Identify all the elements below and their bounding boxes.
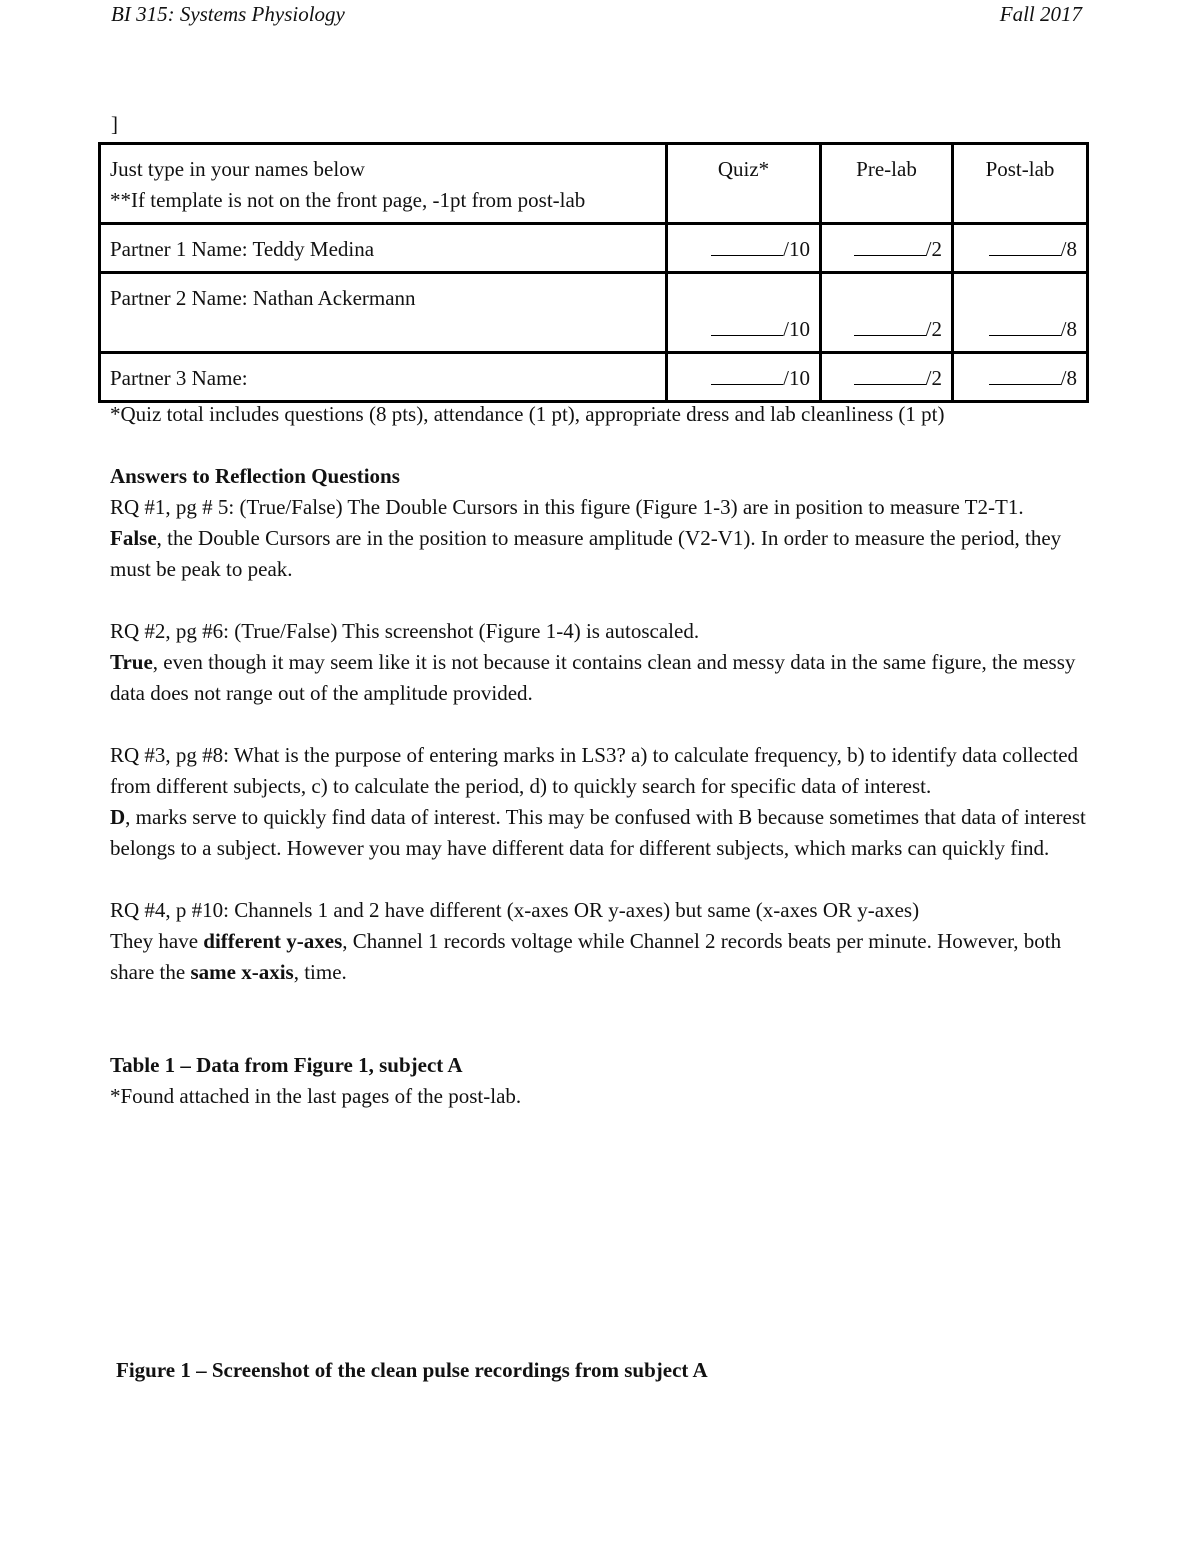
prelab-header: Pre-lab bbox=[821, 144, 953, 224]
prelab-score-cell[interactable] bbox=[821, 353, 953, 402]
rq1-question: RQ #1, pg # 5: (True/False) The Double Cursors in this figure (Figure 1-3) are in position to measure T2-T1. bbox=[110, 495, 1024, 519]
quiz-max: /10 bbox=[783, 366, 810, 390]
course-title: BI 315: Systems Physiology bbox=[111, 2, 345, 26]
figure1-caption: Figure 1 – Screenshot of the clean pulse recordings from subject A bbox=[116, 1358, 708, 1382]
quiz-score-cell[interactable] bbox=[667, 353, 821, 402]
stray-bracket: ] bbox=[111, 112, 118, 136]
quiz-score-cell[interactable] bbox=[667, 224, 821, 273]
term-label: Fall 2017 bbox=[999, 2, 1082, 26]
postlab-score-cell[interactable] bbox=[953, 273, 1088, 353]
document-body bbox=[110, 399, 1095, 1112]
prelab-score-cell[interactable] bbox=[821, 224, 953, 273]
score-blank bbox=[989, 235, 1061, 256]
postlab-header: Post-lab bbox=[953, 144, 1088, 224]
rq4-question: RQ #4, p #10: Channels 1 and 2 have different (x-axes OR y-axes) but same (x-axes OR y-axes) bbox=[110, 898, 920, 922]
postlab-max: /8 bbox=[1060, 366, 1077, 390]
rq2-answer: True, even though it may seem like it is not because it contains clean and messy data in the same figure, the messy data does not range out of the amplitude provided. bbox=[110, 650, 1076, 705]
rq4-answer: They have different y-axes, Channel 1 records voltage while Channel 2 records beats per minute. However, both share the same x-axis, time. bbox=[110, 929, 1062, 984]
postlab-score-cell[interactable] bbox=[953, 353, 1088, 402]
score-blank bbox=[854, 315, 926, 336]
names-instruction: Just type in your names below bbox=[110, 157, 365, 181]
score-blank bbox=[854, 235, 926, 256]
postlab-max: /8 bbox=[1060, 317, 1077, 341]
names-header-cell bbox=[100, 144, 667, 224]
grade-table bbox=[98, 142, 1089, 403]
table-row bbox=[100, 273, 1088, 353]
quiz-score-cell[interactable] bbox=[667, 273, 821, 353]
quiz-note: *Quiz total includes questions (8 pts), attendance (1 pt), appropriate dress and lab cleanliness (1 pt) bbox=[110, 402, 945, 426]
quiz-header: Quiz* bbox=[667, 144, 821, 224]
score-blank bbox=[711, 235, 783, 256]
quiz-max: /10 bbox=[783, 317, 810, 341]
rq3-question: RQ #3, pg #8: What is the purpose of entering marks in LS3? a) to calculate frequency, b) to identify data collected from different subjects, c) to calculate the period, d) to quickly search for specific data of interest. bbox=[110, 743, 1079, 798]
table1-title: Table 1 – Data from Figure 1, subject A bbox=[110, 1053, 463, 1077]
prelab-score-cell[interactable] bbox=[821, 273, 953, 353]
template-warning: **If template is not on the front page, -1pt from post-lab bbox=[110, 188, 586, 212]
partner-name-cell[interactable]: Partner 1 Name: Teddy Medina bbox=[100, 224, 667, 273]
rq2-question: RQ #2, pg #6: (True/False) This screenshot (Figure 1-4) is autoscaled. bbox=[110, 619, 700, 643]
grade-table-header-row bbox=[100, 144, 1088, 224]
prelab-max: /2 bbox=[925, 237, 942, 261]
prelab-max: /2 bbox=[925, 366, 942, 390]
score-blank bbox=[989, 315, 1061, 336]
postlab-max: /8 bbox=[1060, 237, 1077, 261]
partner-name-cell[interactable]: Partner 2 Name: Nathan Ackermann bbox=[100, 273, 667, 353]
rq3-answer: D, marks serve to quickly find data of interest. This may be confused with B because sometimes that data of interest belongs to a subject. However you may have different data for different subjects, which marks can quickly find. bbox=[110, 805, 1086, 860]
score-blank bbox=[711, 364, 783, 385]
table-row bbox=[100, 224, 1088, 273]
score-blank bbox=[854, 364, 926, 385]
rq1-answer: False, the Double Cursors are in the position to measure amplitude (V2-V1). In order to measure the period, they must be peak to peak. bbox=[110, 526, 1062, 581]
table1-note: *Found attached in the last pages of the post-lab. bbox=[110, 1084, 522, 1108]
postlab-score-cell[interactable] bbox=[953, 224, 1088, 273]
table-row bbox=[100, 353, 1088, 402]
partner-name-cell[interactable]: Partner 3 Name: bbox=[100, 353, 667, 402]
reflection-heading: Answers to Reflection Questions bbox=[110, 464, 400, 488]
score-blank bbox=[711, 315, 783, 336]
quiz-max: /10 bbox=[783, 237, 810, 261]
score-blank bbox=[989, 364, 1061, 385]
prelab-max: /2 bbox=[925, 317, 942, 341]
